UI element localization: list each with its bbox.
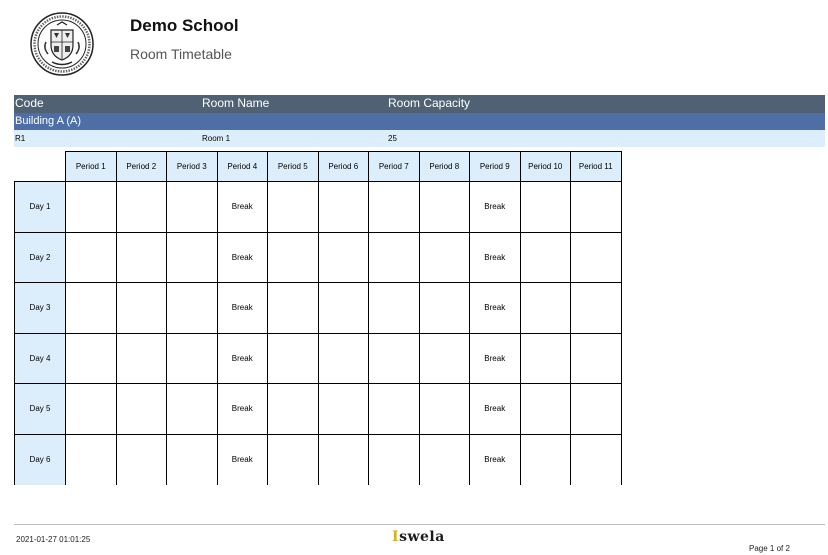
period-header: Period 2 xyxy=(116,152,167,182)
timetable-cell xyxy=(318,182,369,233)
timetable-cell xyxy=(520,182,571,233)
timetable-cell xyxy=(419,434,470,485)
room-name-header: Room Name xyxy=(202,96,270,110)
timetable-cell: Break xyxy=(217,333,268,384)
column-header-bar xyxy=(14,95,825,113)
room-code: R1 xyxy=(15,134,26,143)
timetable-cell xyxy=(571,232,622,283)
period-header: Period 7 xyxy=(369,152,420,182)
timetable-cell xyxy=(66,333,117,384)
footer-divider xyxy=(14,524,825,525)
code-header: Code xyxy=(15,96,44,110)
timetable-cell xyxy=(66,182,117,233)
school-name: Demo School xyxy=(130,16,239,35)
period-header: Period 3 xyxy=(167,152,218,182)
timetable-cell xyxy=(318,333,369,384)
timetable-cell: Break xyxy=(217,232,268,283)
timetable-cell xyxy=(318,283,369,334)
day-label: Day 1 xyxy=(15,182,66,233)
timetable-cell: Break xyxy=(470,283,521,334)
brand-logo xyxy=(392,529,445,545)
timetable-cell xyxy=(268,232,319,283)
room-row xyxy=(14,130,825,147)
timetable-cell: Break xyxy=(470,333,521,384)
timetable-grid xyxy=(14,151,622,485)
timetable-cell xyxy=(268,333,319,384)
timetable-cell xyxy=(419,182,470,233)
period-header: Period 6 xyxy=(318,152,369,182)
timetable-cell xyxy=(116,232,167,283)
timetable-cell xyxy=(116,434,167,485)
period-header: Period 1 xyxy=(66,152,117,182)
timetable-cell xyxy=(268,384,319,435)
timetable-cell: Break xyxy=(470,384,521,435)
timetable-cell xyxy=(571,434,622,485)
day-row xyxy=(15,232,622,283)
timetable-cell: Break xyxy=(470,182,521,233)
school-crest-icon xyxy=(30,12,94,76)
timetable-cell xyxy=(116,333,167,384)
timetable-cell xyxy=(66,384,117,435)
timetable-cell xyxy=(167,434,218,485)
timetable-cell xyxy=(116,283,167,334)
timetable-cell xyxy=(167,384,218,435)
day-row xyxy=(15,283,622,334)
day-label: Day 2 xyxy=(15,232,66,283)
building-label: Building A (A) xyxy=(15,115,82,127)
timetable-cell: Break xyxy=(217,182,268,233)
page-number: Page 1 of 2 xyxy=(749,544,790,553)
timetable-cell: Break xyxy=(217,384,268,435)
timetable-cell xyxy=(369,283,420,334)
timetable-cell xyxy=(167,283,218,334)
timetable-cell xyxy=(369,232,420,283)
period-header: Period 9 xyxy=(470,152,521,182)
timetable-cell xyxy=(66,283,117,334)
timetable-cell xyxy=(318,384,369,435)
period-header: Period 10 xyxy=(520,152,571,182)
timetable-cell xyxy=(520,434,571,485)
brand-rest: swela xyxy=(399,529,445,545)
report-title: Room Timetable xyxy=(130,46,232,62)
timetable-cell xyxy=(369,333,420,384)
day-row xyxy=(15,333,622,384)
timetable-cell xyxy=(66,232,117,283)
day-label: Day 5 xyxy=(15,384,66,435)
timetable-cell xyxy=(116,182,167,233)
grid-corner xyxy=(15,152,66,182)
period-header: Period 4 xyxy=(217,152,268,182)
timetable-cell xyxy=(419,333,470,384)
timetable-cell xyxy=(369,384,420,435)
timetable-cell xyxy=(318,434,369,485)
timetable-cell xyxy=(167,333,218,384)
timetable-cell xyxy=(167,232,218,283)
timetable-cell xyxy=(571,182,622,233)
timetable-cell xyxy=(571,283,622,334)
timetable-cell xyxy=(167,182,218,233)
period-header-row xyxy=(15,152,622,182)
period-header: Period 5 xyxy=(268,152,319,182)
print-timestamp: 2021-01-27 01:01:25 xyxy=(16,535,91,544)
timetable-cell xyxy=(520,283,571,334)
day-label: Day 4 xyxy=(15,333,66,384)
timetable-cell xyxy=(318,232,369,283)
timetable-cell xyxy=(66,434,117,485)
timetable-cell xyxy=(419,384,470,435)
day-row xyxy=(15,384,622,435)
timetable-cell xyxy=(268,182,319,233)
timetable-cell xyxy=(520,333,571,384)
timetable-cell xyxy=(571,384,622,435)
timetable-cell xyxy=(369,182,420,233)
timetable-cell xyxy=(268,434,319,485)
timetable-cell xyxy=(116,384,167,435)
timetable-cell: Break xyxy=(470,232,521,283)
timetable-cell: Break xyxy=(470,434,521,485)
timetable-cell xyxy=(419,232,470,283)
room-capacity-header: Room Capacity xyxy=(388,96,471,110)
timetable-cell: Break xyxy=(217,283,268,334)
building-group-bar xyxy=(14,113,825,130)
timetable-cell xyxy=(520,384,571,435)
timetable-cell xyxy=(369,434,420,485)
period-header: Period 11 xyxy=(571,152,622,182)
brand-prefix: I xyxy=(392,529,400,545)
timetable-cell xyxy=(268,283,319,334)
period-header: Period 8 xyxy=(419,152,470,182)
day-row xyxy=(15,182,622,233)
room-name: Room 1 xyxy=(202,134,231,143)
timetable-cell xyxy=(571,333,622,384)
timetable-cell: Break xyxy=(217,434,268,485)
room-capacity: 25 xyxy=(388,134,397,143)
day-label: Day 3 xyxy=(15,283,66,334)
day-row xyxy=(15,434,622,485)
timetable-cell xyxy=(520,232,571,283)
timetable-cell xyxy=(419,283,470,334)
day-label: Day 6 xyxy=(15,434,66,485)
